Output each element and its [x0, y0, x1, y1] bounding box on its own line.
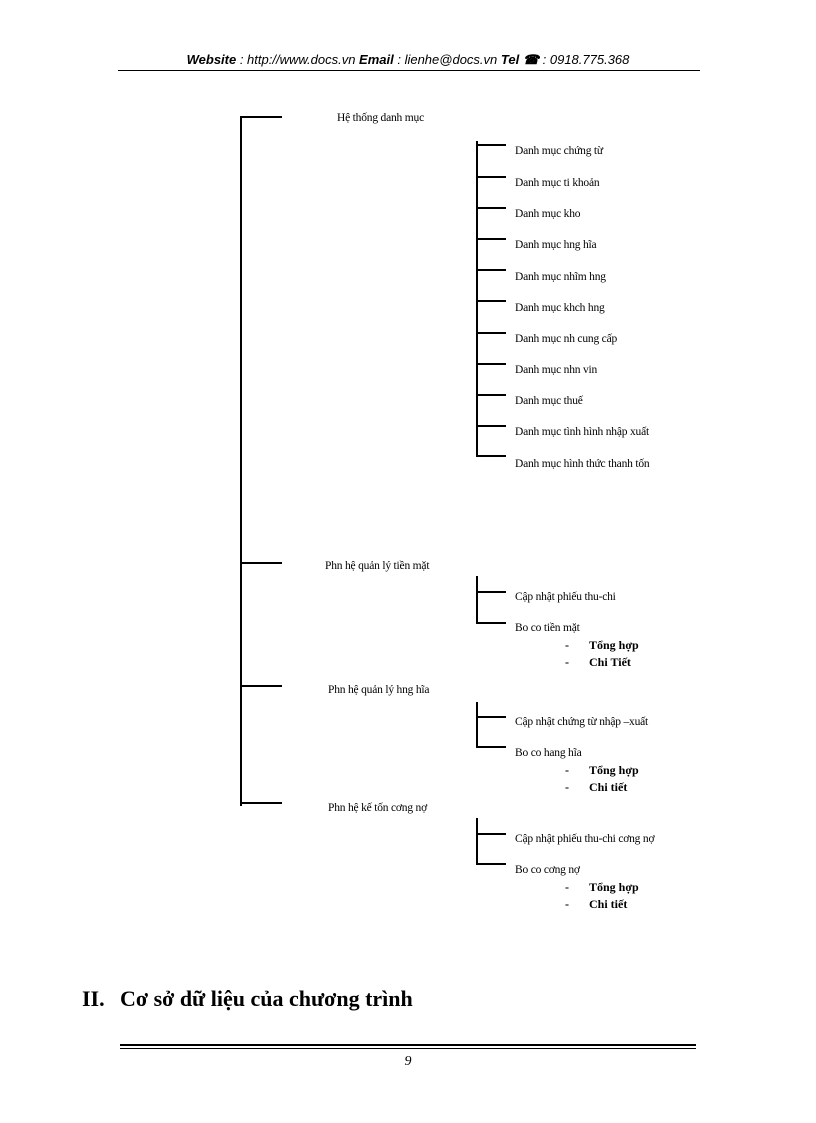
dash: - [565, 897, 569, 911]
footer-rule-bottom [120, 1048, 696, 1049]
goods-title: Phn hệ quản lý hng hĩa [328, 684, 430, 696]
tree-trunk [240, 116, 242, 806]
catalog-item: Danh mục khch hng [515, 302, 605, 314]
catalog-connector [476, 141, 478, 457]
goods-branch-2 [476, 746, 506, 748]
catalog-item: Danh mục chứng từ [515, 145, 603, 157]
catalog-branch-0 [476, 144, 506, 146]
debt-connector [476, 818, 478, 865]
catalog-branch-9 [476, 425, 506, 427]
catalog-item: Danh mục hng hĩa [515, 239, 597, 251]
email-value: : lienhe@docs.vn [393, 52, 501, 67]
cash-branch-2 [476, 622, 506, 624]
cash-connector [476, 576, 478, 624]
email-label: Email [359, 52, 394, 67]
header-rule [118, 70, 700, 71]
page-header [0, 52, 816, 68]
catalog-branch-7 [476, 363, 506, 365]
footer-rule-top [120, 1044, 696, 1046]
goods-connector [476, 702, 478, 748]
catalog-branch-2 [476, 207, 506, 209]
catalog-branch-3 [476, 238, 506, 240]
catalog-branch-4 [476, 269, 506, 271]
section-number: II. [82, 986, 105, 1011]
catalog-branch-5 [476, 300, 506, 302]
page-number: 9 [404, 1054, 412, 1069]
goods-sub-summary: Tổng hợp [589, 763, 639, 777]
catalog-item: Danh mục tình hình nhập xuất [515, 426, 649, 438]
cash-branch-1 [476, 591, 506, 593]
catalog-item: Danh mục nhĩm hng [515, 271, 606, 283]
debt-item-update: Cập nhật phiếu thu-chi cơng nợ [515, 833, 655, 845]
catalog-item: Danh mục hình thức thanh tốn [515, 458, 650, 470]
cash-sub-summary: Tổng hợp [589, 638, 639, 652]
debt-title: Phn hệ kế tốn cơng nợ [328, 802, 427, 814]
dash: - [565, 655, 569, 669]
branch-debt [240, 802, 282, 804]
debt-branch-2 [476, 863, 506, 865]
catalog-title: Hệ thống danh mục [337, 112, 424, 124]
debt-sub-detail: Chi tiết [589, 897, 628, 911]
catalog-branch-6 [476, 332, 506, 334]
debt-sub-summary: Tổng hợp [589, 880, 639, 894]
section-heading [82, 986, 413, 1012]
catalog-item: Danh mục ti khoản [515, 177, 600, 189]
catalog-branch-1 [476, 176, 506, 178]
debt-branch-1 [476, 833, 506, 835]
tel-label: Tel [500, 52, 520, 67]
catalog-item: Danh mục thuế [515, 395, 583, 407]
catalog-item: Danh mục nhn vin [515, 364, 598, 376]
dash: - [565, 880, 569, 894]
cash-item-update: Cập nhật phiếu thu-chi [515, 591, 616, 603]
phone-icon: ☎ [522, 52, 540, 67]
branch-cash [240, 562, 282, 564]
catalog-branch-10 [476, 455, 506, 457]
goods-item-report: Bo co hang hĩa [515, 747, 582, 759]
website-label: Website [186, 52, 237, 67]
dash: - [565, 763, 569, 777]
debt-item-report: Bo co cơng nợ [515, 864, 580, 876]
cash-title: Phn hệ quản lý tiền mặt [325, 560, 430, 572]
dash: - [565, 780, 569, 794]
goods-sub-detail: Chi tiết [589, 780, 628, 794]
dash: - [565, 638, 569, 652]
branch-goods [240, 685, 282, 687]
cash-sub-detail: Chi Tiết [589, 655, 631, 669]
catalog-item: Danh mục kho [515, 208, 581, 220]
goods-item-update: Cập nhật chứng từ nhập –xuất [515, 716, 649, 728]
branch-catalog [240, 116, 282, 118]
section-title: Cơ sở dữ liệu của chương trình [120, 986, 413, 1011]
catalog-branch-8 [476, 394, 506, 396]
goods-branch-1 [476, 716, 506, 718]
catalog-item: Danh mục nh cung cấp [515, 333, 618, 345]
website-value: : http://www.docs.vn [236, 52, 360, 67]
cash-item-report: Bo co tiền mặt [515, 622, 580, 634]
tel-value: : 0918.775.368 [539, 52, 630, 67]
